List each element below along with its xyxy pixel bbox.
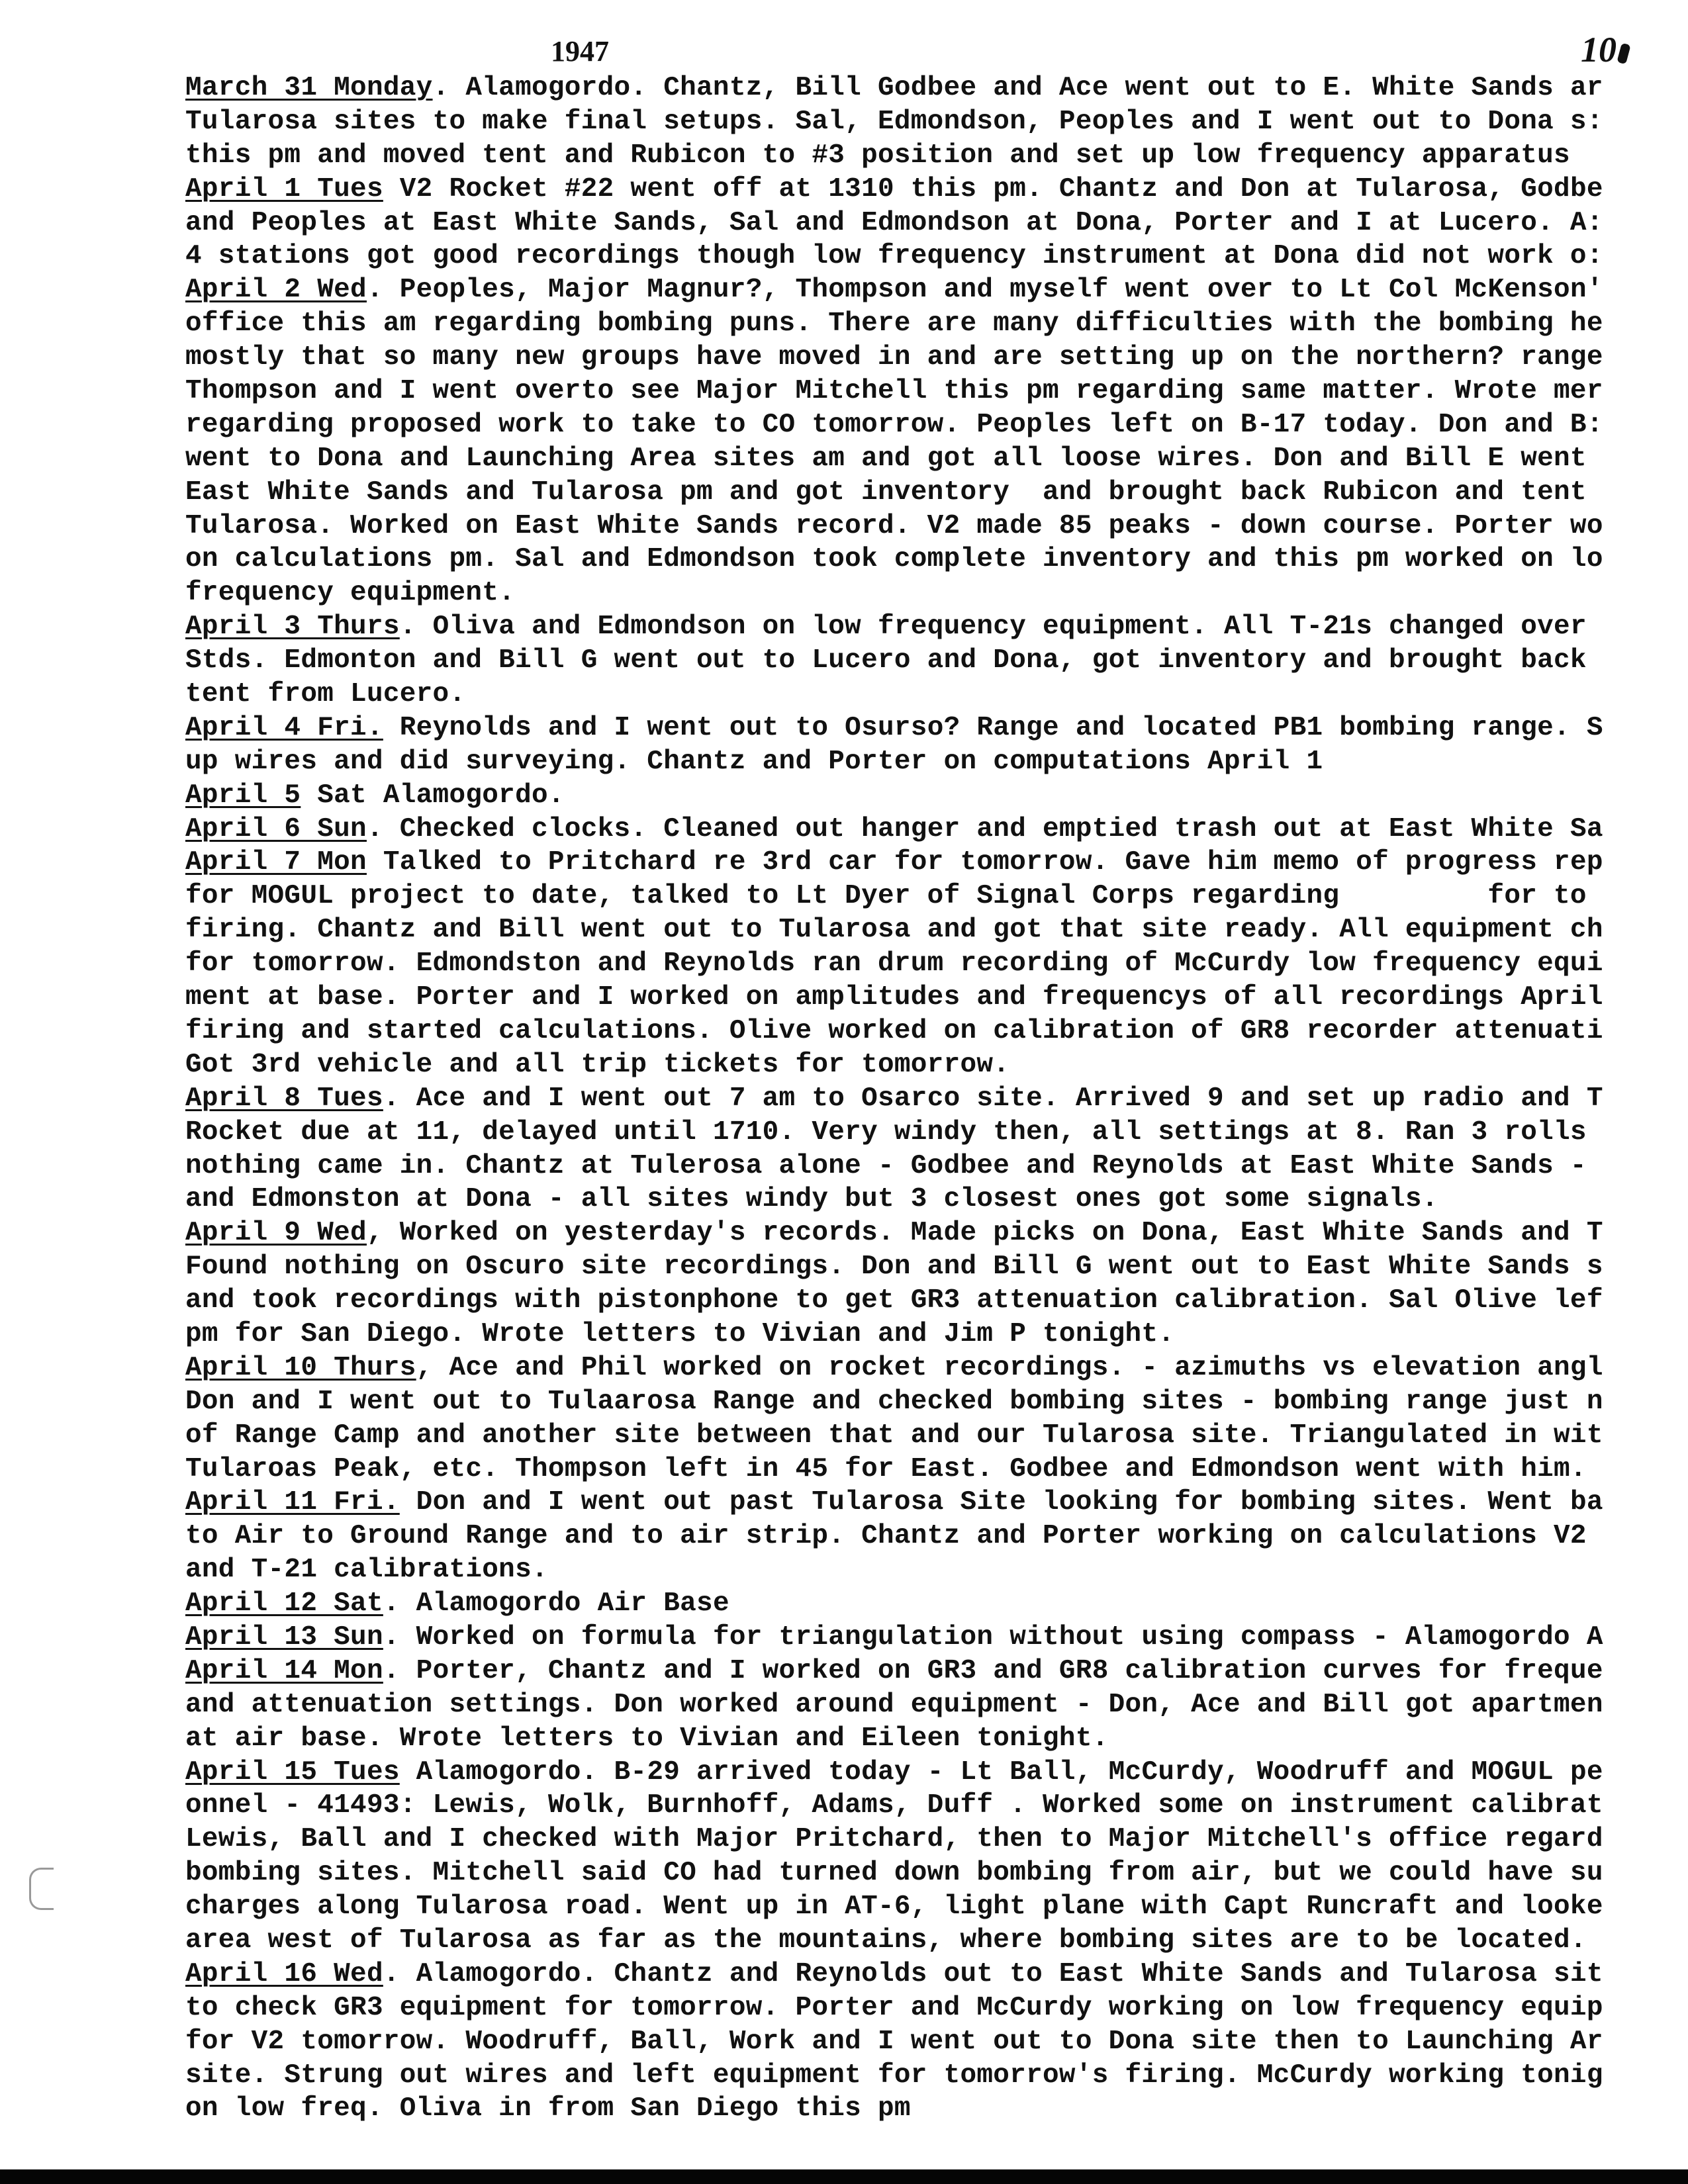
diary-line <box>185 745 1688 779</box>
entry-text: for MOGUL project to date, talked to Lt Dyer of Signal Corps regarding for to <box>185 881 1587 912</box>
entry-text: office this am regarding bombing puns. There are many difficulties with the bombing he <box>185 308 1603 340</box>
entry-text: tent from Lucero. <box>185 679 466 710</box>
diary-line <box>185 2092 1688 2126</box>
entry-text: Tularosa sites to make final setups. Sal, Edmondson, Peoples and I went out to Dona s: <box>185 106 1603 137</box>
entry-text: Got 3rd vehicle and all trip tickets for tomorrow. <box>185 1049 1010 1080</box>
entry-text: Don and I went out past Tularosa Site looking for bombing sites. Went ba <box>399 1487 1603 1518</box>
entry-date: April 2 Wed <box>185 275 367 306</box>
diary-line <box>185 1082 1688 1116</box>
diary-line <box>185 2025 1688 2059</box>
scan-edge-bar <box>0 2169 1688 2184</box>
diary-line <box>185 1250 1688 1284</box>
diary-line <box>185 1419 1688 1453</box>
ink-mark <box>1617 42 1630 64</box>
entry-date: April 4 Fri. <box>185 712 383 743</box>
diary-line <box>185 1924 1688 1958</box>
diary-text <box>185 71 1688 2143</box>
diary-line <box>185 711 1688 745</box>
entry-text: Found nothing on Oscuro site recordings. Don and Bill G went out to East White Sands s <box>185 1251 1603 1283</box>
diary-line <box>185 813 1688 846</box>
entry-text: to Air to Ground Range and to air strip. Chantz and Porter working on calculations V2 <box>185 1521 1587 1552</box>
diary-line <box>185 1722 1688 1756</box>
entry-text: , Worked on yesterday's records. Made picks on Dona, East White Sands and T <box>366 1218 1603 1249</box>
entry-text: site. Strung out wires and left equipment for tomorrow's firing. McCurdy working tonig <box>185 2060 1603 2091</box>
entry-text: of Range Camp and another site between that and our Tularosa site. Triangulated in wit <box>185 1420 1603 1451</box>
diary-line <box>185 1453 1688 1486</box>
diary-line <box>185 947 1688 981</box>
entry-text: . Alamogordo. Chantz, Bill Godbee and Ace went out to E. White Sands ar <box>432 73 1603 103</box>
entry-text: charges along Tularosa road. Went up in AT-6, light plane with Capt Runcraft and looke <box>185 1891 1603 1923</box>
entry-date: April 1 Tues <box>185 173 383 205</box>
entry-text: 4 stations got good recordings though low frequency instrument at Dona did not work o: <box>185 241 1603 272</box>
diary-line <box>185 1958 1688 1991</box>
entry-date: April 14 Mon <box>185 1655 383 1686</box>
entry-text: to check GR3 equipment for tomorrow. Porter and McCurdy working on low frequency equip <box>185 1992 1603 2023</box>
diary-line <box>185 1116 1688 1150</box>
entry-text: Stds. Edmonton and Bill G went out to Lucero and Dona, got inventory and brought back <box>185 645 1587 676</box>
entry-text: Lewis, Ball and I checked with Major Pritchard, then to Major Mitchell's office regard <box>185 1824 1603 1855</box>
diary-line <box>185 105 1688 139</box>
entry-date: April 3 Thurs <box>185 612 400 643</box>
entry-text: . Worked on formula for triangulation without using compass - Alamogordo A <box>383 1621 1603 1653</box>
diary-line <box>185 1284 1688 1318</box>
entry-text: Rocket due at 11, delayed until 1710. Very windy then, all settings at 8. Ran 3 rolls <box>185 1116 1587 1148</box>
diary-line <box>185 1688 1688 1722</box>
entry-text: mostly that so many new groups have moved in and are setting up on the northern? range <box>185 342 1603 373</box>
diary-line <box>185 273 1688 307</box>
diary-line <box>185 1351 1688 1385</box>
diary-line <box>185 1890 1688 1924</box>
entry-text: and Peoples at East White Sands, Sal and Edmondson at Dona, Porter and I at Lucero. A: <box>185 207 1603 238</box>
entry-text: bombing sites. Mitchell said CO had turned down bombing from air, but we could have su <box>185 1858 1603 1889</box>
entry-text: Alamogordo. B-29 arrived today - Lt Ball, McCurdy, Woodruff and MOGUL pe <box>399 1756 1603 1788</box>
entry-text: this pm and moved tent and Rubicon to #3 position and set up low frequency apparatus <box>185 140 1570 171</box>
diary-line <box>185 779 1688 813</box>
margin-bracket-mark <box>29 1868 54 1910</box>
entry-text: ment at base. Porter and I worked on amplitudes and frequencys of all recordings April <box>185 982 1603 1013</box>
entry-date: April 10 Thurs <box>185 1352 416 1383</box>
entry-text: on low freq. Oliva in from San Diego this pm <box>185 2093 911 2124</box>
entry-date: April 16 Wed <box>185 1958 383 1989</box>
entry-text: . Oliva and Edmondson on low frequency equipment. All T-21s changed over <box>399 612 1587 643</box>
entry-text: frequency equipment. <box>185 578 516 609</box>
entry-date: April 9 Wed <box>185 1218 367 1249</box>
diary-line <box>185 880 1688 913</box>
diary-line <box>185 375 1688 408</box>
diary-line <box>185 543 1688 576</box>
entry-text: up wires and did surveying. Chantz and Porter on computations April 1 <box>185 746 1323 777</box>
entry-text: for tomorrow. Edmondston and Reynolds ran drum recording of McCurdy low frequency equi <box>185 948 1603 979</box>
diary-line <box>185 1486 1688 1520</box>
entry-text: at air base. Wrote letters to Vivian and Eileen tonight. <box>185 1723 1109 1754</box>
entry-text: firing and started calculations. Olive worked on calibration of GR8 recorder attenuati <box>185 1015 1603 1046</box>
diary-line <box>185 1216 1688 1250</box>
entry-text: Tularoas Peak, etc. Thompson left in 45 for East. Godbee and Edmondson went with him. <box>185 1453 1587 1484</box>
diary-line <box>185 1621 1688 1655</box>
entry-text: pm for San Diego. Wrote letters to Vivian and Jim P tonight. <box>185 1318 1175 1349</box>
entry-text: and T-21 calibrations. <box>185 1555 548 1586</box>
entry-text: nothing came in. Chantz at Tulerosa alone - Godbee and Reynolds at East White Sands - <box>185 1150 1587 1181</box>
diary-line <box>185 173 1688 206</box>
entry-text: regarding proposed work to take to CO tomorrow. Peoples left on B-17 today. Don and B: <box>185 409 1603 440</box>
entry-text: . Peoples, Major Magnur?, Thompson and myself went over to Lt Col McKenson' <box>366 275 1603 306</box>
entry-text: Tularosa. Worked on East White Sands record. V2 made 85 peaks - down course. Porter wo <box>185 510 1603 541</box>
entry-text: and Edmonston at Dona - all sites windy but 3 closest ones got some signals. <box>185 1184 1438 1215</box>
diary-line <box>185 644 1688 678</box>
entry-text: firing. Chantz and Bill went out to Tularosa and got that site ready. All equipment ch <box>185 915 1603 946</box>
entry-text: Sat Alamogordo. <box>301 780 565 811</box>
diary-line <box>185 408 1688 442</box>
entry-text: onnel - 41493: Lewis, Wolk, Burnhoff, Adams, Duff . Worked some on instrument calibrat <box>185 1790 1603 1821</box>
diary-line <box>185 1553 1688 1587</box>
diary-line <box>185 981 1688 1015</box>
diary-line <box>185 1015 1688 1048</box>
diary-line <box>185 1856 1688 1890</box>
entry-text: . Alamogordo. Chantz and Reynolds out to East White Sands and Tularosa sit <box>383 1958 1603 1989</box>
entry-date: April 13 Sun <box>185 1621 383 1653</box>
diary-line <box>185 442 1688 476</box>
entry-text: , Ace and Phil worked on rocket recordings. - azimuths vs elevation angl <box>416 1352 1603 1383</box>
entry-text: . Checked clocks. Cleaned out hanger and emptied trash out at East White Sa <box>366 813 1603 844</box>
diary-line <box>185 1048 1688 1082</box>
entry-date: April 7 Mon <box>185 847 367 878</box>
diary-line <box>185 1183 1688 1216</box>
diary-line <box>185 2059 1688 2093</box>
diary-line <box>185 510 1688 543</box>
diary-line <box>185 1318 1688 1351</box>
diary-line <box>185 576 1688 610</box>
entry-text: East White Sands and Tularosa pm and got inventory and brought back Rubicon and tent <box>185 477 1587 508</box>
entry-date: April 5 <box>185 780 301 811</box>
entry-text: went to Dona and Launching Area sites am and got all loose wires. Don and Bill E went <box>185 443 1587 474</box>
page-year: 1947 <box>551 35 609 68</box>
diary-line <box>185 1823 1688 1856</box>
diary-line <box>185 1150 1688 1183</box>
diary-line <box>185 1520 1688 1553</box>
entry-text: . Ace and I went out 7 am to Osarco site. Arrived 9 and set up radio and T <box>383 1083 1603 1114</box>
entry-text: area west of Tularosa as far as the mountains, where bombing sites are to be located. <box>185 1925 1587 1956</box>
entry-date: April 15 Tues <box>185 1756 400 1788</box>
entry-text: on calculations pm. Sal and Edmondson took complete inventory and this pm worked on lo <box>185 544 1603 575</box>
diary-line <box>185 678 1688 711</box>
diary-line <box>185 476 1688 510</box>
entry-text: V2 Rocket #22 went off at 1310 this pm. Chantz and Don at Tularosa, Godbe <box>383 173 1603 205</box>
entry-text: Talked to Pritchard re 3rd car for tomorrow. Gave him memo of progress rep <box>366 847 1603 878</box>
diary-line <box>185 1756 1688 1790</box>
diary-line <box>185 846 1688 880</box>
diary-line <box>185 1385 1688 1419</box>
diary-line <box>185 139 1688 173</box>
diary-line <box>185 1991 1688 2025</box>
entry-text: Don and I went out to Tulaarosa Range and checked bombing sites - bombing range just n <box>185 1386 1603 1417</box>
entry-date: April 12 Sat <box>185 1588 383 1619</box>
diary-line <box>185 240 1688 273</box>
entry-date: April 8 Tues <box>185 1083 383 1114</box>
entry-text: for V2 tomorrow. Woodruff, Ball, Work and I went out to Dona site then to Launching Ar <box>185 2026 1603 2057</box>
page-number-text: 10 <box>1581 30 1617 69</box>
entry-date: April 11 Fri. <box>185 1487 400 1518</box>
entry-text: Reynolds and I went out to Osurso? Range and located PB1 bombing range. S <box>383 712 1603 743</box>
diary-line <box>185 206 1688 240</box>
entry-text: Thompson and I went overto see Major Mitchell this pm regarding same matter. Wrote mer <box>185 376 1603 407</box>
entry-date: April 6 Sun <box>185 813 367 844</box>
entry-date: March 31 Monday <box>185 73 433 103</box>
page-number <box>1581 29 1628 70</box>
diary-line <box>185 1587 1688 1621</box>
diary-line <box>185 610 1688 644</box>
diary-line <box>185 71 1688 105</box>
diary-line <box>185 1655 1688 1688</box>
entry-text: and took recordings with pistonphone to get GR3 attenuation calibration. Sal Olive lef <box>185 1285 1603 1316</box>
diary-line <box>185 307 1688 341</box>
entry-text: . Alamogordo Air Base <box>383 1588 729 1619</box>
diary-line <box>185 341 1688 375</box>
entry-text: . Porter, Chantz and I worked on GR3 and GR8 calibration curves for freque <box>383 1655 1603 1686</box>
diary-line <box>185 913 1688 947</box>
diary-line <box>185 1789 1688 1823</box>
entry-text: and attenuation settings. Don worked around equipment - Don, Ace and Bill got apartmen <box>185 1689 1603 1720</box>
